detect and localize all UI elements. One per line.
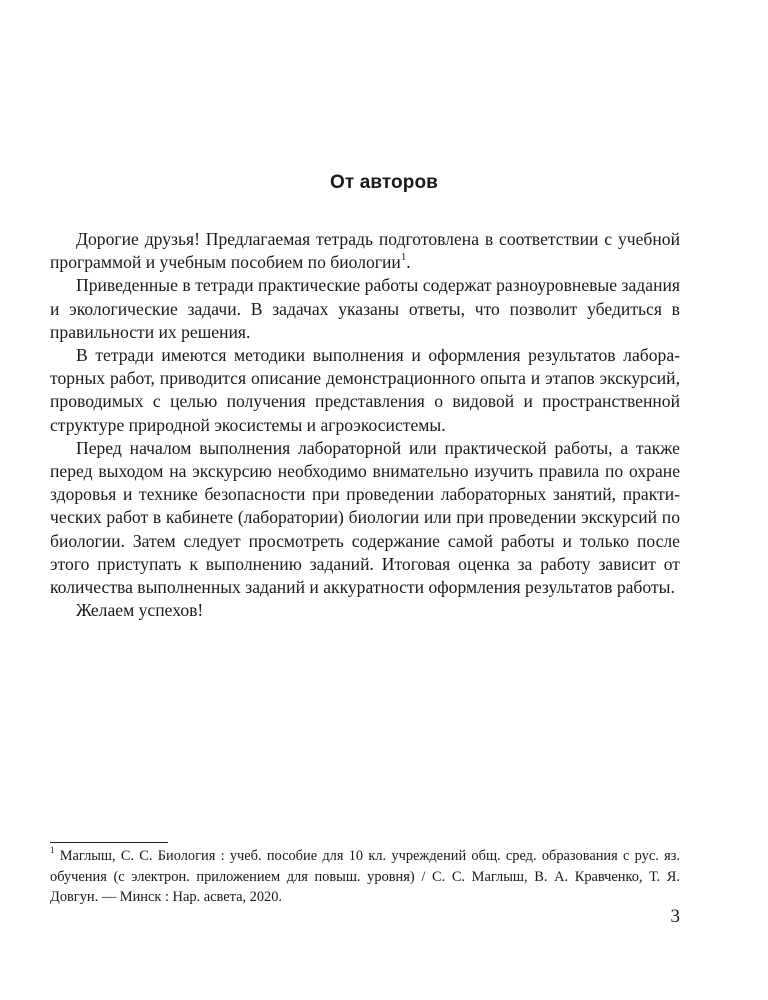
main-text [50, 228, 680, 622]
page-title: От авторов [330, 172, 438, 193]
paragraph-lab-methods: В тетради имеются методики выполнения и оформления результатов лабораторных работ, приводится описание демонстрационного опыта и этапов экскурсий, проводимых с целью получения представления о видовой и пространственной структуре природной экосистемы и агроэкосистемы. [50, 345, 680, 435]
footnote-marker: 1 [50, 845, 55, 856]
paragraph-practical-works: Приведенные в тетради практические работы содержат разноуровневые задания и экологические задачи. В задачах указаны ответы, что позволит убедиться в правильности их решения. [50, 275, 680, 342]
paragraph-intro-text: Дорогие друзья! Предлагаемая тетрадь подготовлена в соответствии с учебной программой и учебным пособием по биологии [50, 229, 680, 273]
footnote-text: Маглыш, С. С. Биология : учеб. пособие для 10 кл. учреждений общ. сред. образования с рус. яз. обучения (с электрон. приложением для повыш. уровня) / С. С. Маглыш, В. А. Кравченко, Т. Я. Довгун. — Минск : Нар. асвета, 2020. [50, 848, 680, 905]
paragraph-safety-rules: Перед началом выполнения лабораторной или практической работы, а также перед выходом на экскурсию необходимо внимательно изучить правила по охране здоровья и технике безопасности при проведении лабораторных занятий, практических работ в кабинете (лаборатории) биологии или при проведении экскурсий по биологии. Затем следует просмотреть содержание самой работы и только после этого приступать к выполнению заданий. Итоговая оценка за работу зависит от количества выполненных заданий и аккуратности оформления результатов работы. [50, 437, 680, 598]
page-number: 3 [670, 906, 680, 927]
paragraph-intro [50, 228, 680, 274]
footnote-divider [50, 842, 168, 843]
footnote-reference: 1 [400, 251, 407, 264]
footnote [50, 846, 680, 908]
paragraph-wishes: Желаем успехов! [76, 600, 204, 621]
paragraph-intro-end: . [406, 252, 411, 273]
